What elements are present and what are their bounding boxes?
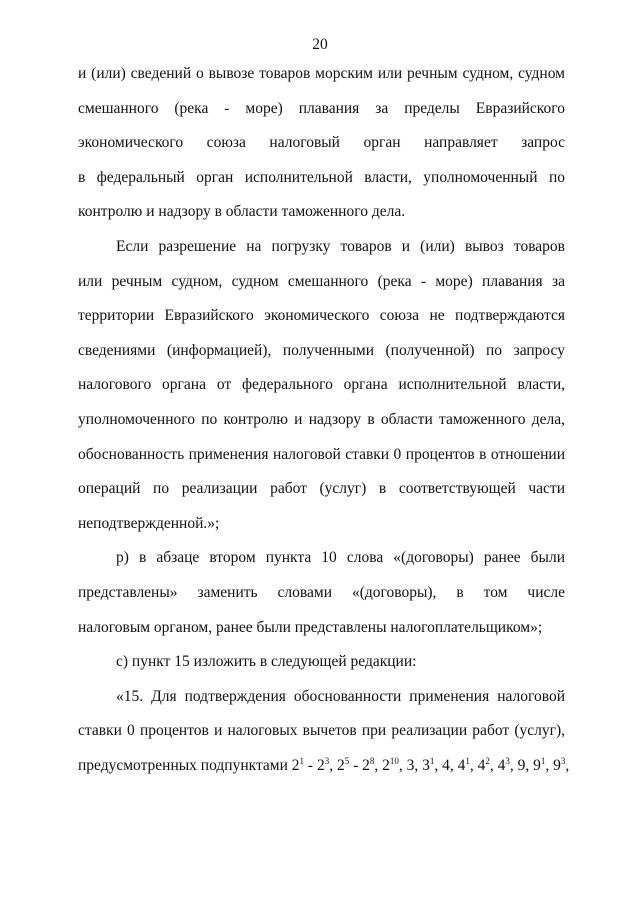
reference-separator: , (489, 756, 498, 774)
reference-separator: , (545, 756, 554, 774)
reference-superscript: 5 (344, 755, 350, 766)
reference-separator: , (398, 756, 407, 774)
reference-separator: , (329, 756, 337, 774)
reference-separator: , (469, 756, 478, 774)
paragraph-line: с) пункт 15 изложить в следующей редакции: (116, 653, 417, 671)
reference-number: 2 (316, 756, 325, 774)
paragraph-line: ставки 0 процентов и налоговых вычетов при реализации работ (услуг), (78, 722, 565, 740)
document-body (78, 57, 570, 783)
reference-number: 2 (362, 756, 370, 774)
reference-number: 4 (442, 756, 450, 774)
reference-superscript: 2 (485, 755, 490, 766)
paragraph-line-with-references (78, 749, 570, 784)
subparagraph-references (292, 757, 569, 774)
reference-number: 9 (517, 756, 526, 774)
reference-number: 4 (457, 756, 466, 774)
reference-separator: , (434, 756, 443, 774)
page-number: 20 (312, 36, 328, 53)
reference-number: 3 (422, 756, 430, 774)
reference-superscript: 3 (505, 755, 510, 766)
reference-number: 2 (336, 756, 345, 774)
paragraph-line-lead: предусмотренных подпунктами (78, 756, 292, 774)
paragraph-line: «15. Для подтверждения обоснованности применения налоговой (116, 687, 565, 705)
reference-separator: , (565, 756, 570, 774)
reference-separator: - (304, 756, 317, 774)
paragraph-line: Если разрешение на погрузку товаров и (или) вывоз товаров (116, 237, 565, 255)
paragraph-line: экономического союза налоговый орган направляет запрос (78, 134, 565, 152)
paragraph-line: налогового органа от федерального органа исполнительной власти, (78, 376, 565, 394)
reference-number: 9 (553, 756, 561, 774)
paragraph-line: контролю и надзору в области таможенного дела. (78, 203, 406, 221)
paragraph-line: территории Евразийского экономического союза не подтверждаются (78, 307, 565, 325)
reference-separator: , (374, 756, 383, 774)
reference-superscript: 3 (560, 755, 566, 766)
paragraph-line: и (или) сведений о вывозе товаров морским или речным судном, судном (78, 65, 565, 82)
reference-superscript: 8 (369, 755, 375, 766)
reference-superscript: 3 (324, 755, 330, 766)
paragraph-line: сведениями (информацией), полученными (полученной) по запросу (78, 341, 565, 359)
reference-separator: , (449, 756, 458, 774)
paragraph-line: неподтвержденной.»; (78, 514, 220, 532)
paragraph-line: смешанного (река - море) плавания за пределы Евразийского (78, 99, 565, 117)
reference-separator: , (414, 756, 423, 774)
paragraph-line: р) в абзаце втором пункта 10 слова «(договоры) ранее были (116, 549, 565, 567)
reference-number: 9 (533, 756, 541, 774)
reference-separator: , (509, 756, 518, 774)
reference-number: 3 (406, 756, 415, 774)
reference-superscript: 1 (465, 755, 470, 766)
reference-number: 4 (477, 756, 486, 774)
reference-superscript: 1 (429, 755, 435, 766)
reference-separator: - (349, 756, 363, 774)
paragraph-line: в федеральный орган исполнительной власти, уполномоченный по (78, 168, 565, 186)
paragraph-line: уполномоченного по контролю и надзору в области таможенного дела, (78, 410, 565, 428)
paragraph-line: обоснованность применения налоговой ставки 0 процентов в отношении (78, 445, 565, 463)
paragraph-line: или речным судном, судном смешанного (река - море) плавания за (78, 272, 565, 290)
reference-number: 2 (382, 756, 390, 774)
paragraph-line: представлены» заменить словами «(договоры), в том числе (78, 583, 565, 601)
reference-superscript: 1 (540, 755, 546, 766)
reference-number: 2 (291, 756, 300, 774)
reference-number: 4 (497, 756, 506, 774)
paragraph-line: налоговым органом, ранее были представлены налогоплательщиком»; (78, 618, 543, 636)
reference-superscript: 10 (389, 755, 399, 766)
paragraph-line: операций по реализации работ (услуг) в соответствующей части (78, 480, 565, 498)
reference-separator: , (525, 756, 534, 774)
reference-superscript: 1 (299, 755, 305, 766)
